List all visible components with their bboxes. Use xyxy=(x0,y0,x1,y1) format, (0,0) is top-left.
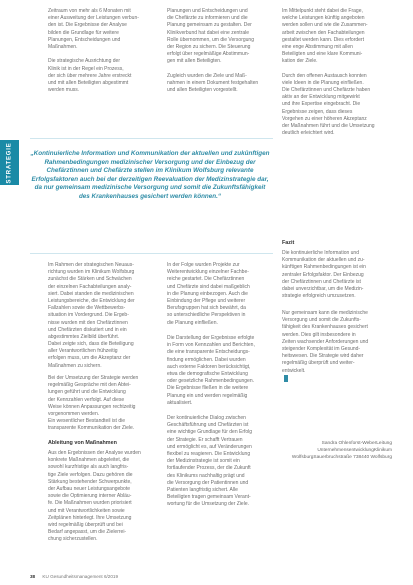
col2-para-b-line: die eine transparente Entscheidungs- xyxy=(167,349,250,356)
col1-top-line: einer Ausweitung der Leistungen verbun- xyxy=(48,15,139,22)
col3-fazit-a xyxy=(282,250,387,300)
col1-para-a-line: nisse wurden mit den Chefärztinnen xyxy=(48,319,128,326)
col3-top-line: kation der Ziele. xyxy=(282,58,318,65)
col2-para-c-line: der Strategie. Er schafft Vertrauen xyxy=(167,436,243,443)
col1-para-a-line: erfolgen muss, um die Akzeptanz der xyxy=(48,355,131,362)
author-affiliation-line: Sauerbruchstraße 7 xyxy=(313,455,356,460)
col2-para-b-line: Planung ein und werden regelmäßig xyxy=(167,392,248,399)
col1-top-line: bilden die Grundlage für weitere xyxy=(48,29,119,36)
col3-fazit-b-line: fähigkeit des Krankenhauses gesichert xyxy=(282,324,368,331)
col3-fazit-a-line: der Chefärztinnen und Chefärzte ist xyxy=(282,278,361,285)
col1-para-b-line: der Kennzahlen verfolgt. Auf diese xyxy=(48,396,125,403)
col1-para-b xyxy=(48,375,155,433)
col2-top-line: gen mit allen Beteiligten. xyxy=(167,58,222,65)
col2-top-line: erfolgt über regelmäßige Abstimmun- xyxy=(167,51,250,58)
col2-para-a-line: In der Folge wurden Projekte zur xyxy=(167,262,240,268)
author-affiliation xyxy=(282,440,392,461)
col3-top xyxy=(282,8,387,137)
col1-para-c-line: Stärkung bestehender Schwerpunkte, xyxy=(48,478,132,485)
col1-para-a-line: situation im Vordergrund. Die Ergeb- xyxy=(48,312,129,319)
col3-fazit-b-line: werden. Dies gilt insbesondere in xyxy=(282,331,356,338)
col1-para-b-line: vorgenommen werden. xyxy=(48,410,100,417)
col2-para-c-line: der Medizinstrategie ist somit ein xyxy=(167,458,240,465)
page-number: 38 xyxy=(30,574,36,579)
col3-fazit-b-line: heitswesen. Die Strategie wird daher xyxy=(282,353,364,360)
col1-para-c-line: Zeitplänen hinterlegt. Ihre Umsetzung xyxy=(48,514,132,521)
col1-para-b-line: transparente Kommunikation der Ziele. xyxy=(48,425,135,432)
section-tab xyxy=(0,140,19,185)
col3-top-line: der Maßnahmen führt und die Umsetzung xyxy=(282,123,375,129)
col1-top-line: den ist. Die Ergebnisse der Analyse xyxy=(48,22,127,29)
col3-fazit-b-line: Versorgung und somit die Zukunfts- xyxy=(282,317,361,324)
col1-para-b-line: regelmäßig Gespräche mit den Abtei- xyxy=(48,382,131,389)
section-label: STRATEGIE xyxy=(6,141,13,184)
col1-para-b-line: Ein wesentlicher Bestandteil ist die xyxy=(48,418,125,425)
col3-top-line: Vorgehen zu einer höheren Akzeptanz xyxy=(282,115,367,122)
col2-para-b-line: oder gesetzliche Rahmenbedingungen. xyxy=(167,378,255,385)
col1-para-c-line: tige Ziele verfolgen. Dazu gehören die xyxy=(48,471,133,478)
col3-top-line: Beteiligten und eine klare Kommuni- xyxy=(282,51,363,58)
col3-fazit-b-line: Zeiten wachsender Anforderungen und xyxy=(282,338,369,345)
col1-top-line: und mit allen Beteiligten abgestimmt xyxy=(48,79,129,86)
col2-top xyxy=(167,8,271,94)
col3-top-line: Durch den offenen Austausch konnten xyxy=(282,72,367,79)
col1-top-line: werden muss. xyxy=(48,87,80,94)
col3-fazit-b xyxy=(282,310,387,382)
col2-para-c-line: wortung für die Umsetzung der Ziele. xyxy=(167,501,249,508)
author-affiliation-line: Leitung Unternehmensentwicklung xyxy=(317,441,392,453)
col2-para-b-line: etwa die demografische Entwicklung xyxy=(167,370,248,377)
col3-top-line: welche Leistungen künftig angeboten xyxy=(282,15,365,22)
col2-para-c-line: des Klinikums nachhaltig prägt und xyxy=(167,472,245,479)
col1-top xyxy=(48,8,155,94)
col1-para-c-line: sowohl kurzfristige als auch langfris- xyxy=(48,464,129,471)
col3-fazit-b-line: regelmäßig überprüft und weiter- xyxy=(282,360,355,367)
col3-fazit-a-line: künftigen Rahmenbedingungen ist ein xyxy=(282,264,366,271)
col1-para-c xyxy=(48,450,155,543)
col3-fazit-a-line: Die kontinuierliche Information und xyxy=(282,250,359,256)
col1-para-a-line: und Chefärzten diskutiert und in ein xyxy=(48,326,127,333)
quote-rule-top xyxy=(30,138,273,139)
author-affiliation-line: 38440 Wolfsburg xyxy=(355,455,392,460)
journal-name: KU Gesundheitsmanagement 6/2019 xyxy=(42,574,118,579)
col2-para-a-line: Weiterentwicklung einzelner Fachbe- xyxy=(167,269,249,276)
col2-top-line: nahmen in einem Dokument festgehalten xyxy=(167,79,259,86)
col2-para-a-line: so unterschiedliche Perspektiven in xyxy=(167,312,246,319)
col2-para-c-line: Geschäftsführung und Chefärzten ist xyxy=(167,422,249,429)
col1-para-c-line: Aus den Ergebnissen der Analyse wurden xyxy=(48,450,141,456)
col2-para-b-line: aktualisiert. xyxy=(167,399,193,406)
col1-para-a xyxy=(48,262,155,370)
quote-rule-bottom xyxy=(30,253,273,254)
col1-para-a-line: Maßnahmen zu sichern. xyxy=(48,362,102,369)
col2-para-a-line: reiche gestartet. Die Chefärztinnen xyxy=(167,276,245,283)
col1-para-a-line: aller Verantwortlichen frühzeitig xyxy=(48,348,118,355)
col2-para-c-line: Der kontinuierliche Dialog zwischen xyxy=(167,415,246,421)
col1-para-c-line: der Aufbau neuer Leistungsangebote xyxy=(48,485,131,492)
col2-para-c-line: Beteiligten tragen gemeinsam Verant- xyxy=(167,494,251,501)
col1-para-a-line: Im Rahmen der strategischen Neuaus- xyxy=(48,262,134,268)
col1-para-a-line: Dabei zeigte sich, dass die Beteiligung xyxy=(48,341,134,348)
col2-top-line: der Region zu sichern. Die Steuerung xyxy=(167,43,251,50)
col2-para-c-line: die Versorgung der Patientinnen und xyxy=(167,479,249,486)
col2-top-line: Planung gemeinsam zu gestalten. Der xyxy=(167,22,252,29)
col2-para-c-line: Patienten langfristig sichert. Alle xyxy=(167,486,238,493)
col2-para-b-line: Die Darstellung der Ergebnisse erfolgte xyxy=(167,335,255,341)
col3-top-line: und ihre Expertise eingebracht. Die xyxy=(282,101,361,108)
col2-top-line: Zugleich wurden die Ziele und Maß- xyxy=(167,72,247,79)
col1-para-a-line: Fallzahlen sowie die Wettbewerbs- xyxy=(48,305,126,312)
col3-top-line: Im Mittelpunkt steht dabei die Frage, xyxy=(282,8,363,14)
col2-para-c-line: fortlaufender Prozess, der die Zukunft xyxy=(167,465,251,472)
col3-top-line: gestaltet werden kann. Dies erfordert xyxy=(282,36,364,43)
col3-top-line: arbeit zwischen den Fachabteilungen xyxy=(282,29,365,36)
col3-top-line xyxy=(282,66,387,73)
col1-para-a-line: richtung wurden im Klinikum Wolfsburg xyxy=(48,269,135,276)
col2-para-a-line: in die Planung einbezogen. Auch die xyxy=(167,290,248,297)
author-affiliation-line: Sandra Ohlenforst-Weber xyxy=(321,441,377,446)
col1-para-a-line: der einzelnen Fachabteilungen analy- xyxy=(48,283,132,290)
end-mark-icon xyxy=(284,375,288,382)
fazit-heading: Fazit xyxy=(282,240,295,246)
col1-para-b-line: lungen geführt und die Entwicklung xyxy=(48,389,126,396)
col2-para-a-line: Einbindung der Pflege und weiterer xyxy=(167,297,246,304)
col1-para-a-line: siert. Dabei standen die medizinischen xyxy=(48,290,134,297)
col3-fazit-a-line: Kommunikation der aktuellen und zu- xyxy=(282,257,365,264)
col2-para-b-line: Die Ergebnisse fließen in die weitere xyxy=(167,385,249,392)
col3-top-line: werden sollen und wie die Zusammen- xyxy=(282,22,368,29)
col3-fazit-a-line: strategie erfolgreich umzusetzen. xyxy=(282,293,356,300)
col1-para-b-line: Weise können Anpassungen rechtzeitig xyxy=(48,403,136,410)
col1-para-c-line: chung sicherzustellen. xyxy=(48,536,98,543)
col3-top-line: deutlich erleichtert wird. xyxy=(282,130,335,137)
col2-top-line: Klinikverbund hat dabei eine zentrale xyxy=(167,29,249,36)
col1-para-a-line: zunächst die Stärken und Schwächen xyxy=(48,276,132,283)
col2-para-a xyxy=(167,262,271,327)
col3-fazit-a-line: dabei unverzichtbar, um die Medizin- xyxy=(282,285,364,292)
col2-top-line xyxy=(167,66,271,73)
col2-para-a-line: die Planung einfließen. xyxy=(167,319,218,326)
col1-para-a-line: abgestimmtes Zielbild überführt. xyxy=(48,333,120,340)
col1-para-c-line: fe. Die Maßnahmen wurden priorisiert xyxy=(48,500,132,507)
col2-para-b-line: findung ermöglichen. Dabei wurden xyxy=(167,356,246,363)
col1-para-c-line: konkrete Maßnahmen abgeleitet, die xyxy=(48,457,130,464)
col1-top-line: Klinik ist in der Regel ein Prozess, xyxy=(48,65,124,72)
col3-top-line: viele Ideen in die Planung einfließen. xyxy=(282,79,364,86)
col2-top-line: Rolle übernommen, um die Versorgung xyxy=(167,36,254,43)
col2-top-line: die Chefärzte zu informieren und die xyxy=(167,15,248,22)
col3-fazit-b-line: entwickelt. xyxy=(282,367,306,374)
col2-para-c xyxy=(167,415,271,508)
col1-para-c-line: und mit Verantwortlichkeiten sowie xyxy=(48,507,125,514)
col1-top-line: Zeitraum von mehr als 6 Monaten mit xyxy=(48,8,131,14)
col3-top-line: eine enge Abstimmung mit allen xyxy=(282,43,353,50)
col1-para-c-line: wird regelmäßig überprüft und bei xyxy=(48,521,123,528)
col2-para-b-line: in Form von Kennzahlen und Berichten, xyxy=(167,342,255,349)
col3-fazit-b-line: Nur gemeinsam kann die medizinische xyxy=(282,310,368,316)
col2-para-b-line: auch externe Faktoren berücksichtigt, xyxy=(167,363,251,370)
col1-top-line: der sich über mehrere Jahre erstreckt xyxy=(48,72,132,79)
col2-para-a-line: Berufsgruppen hat sich bewährt, da xyxy=(167,305,246,312)
col1-para-c-line: sowie die Optimierung interner Abläu- xyxy=(48,493,132,500)
col3-top-line: Ergebnisse zeigen, dass dieses xyxy=(282,108,353,115)
col2-para-a-line: und Chefärzte sind dabei maßgeblich xyxy=(167,283,250,290)
page-footer xyxy=(30,574,118,579)
col2-para-b xyxy=(167,335,271,407)
col1-top-line: Planungen, Entscheidungen und xyxy=(48,36,121,43)
col3-fazit-b-line: steigender Komplexität im Gesund- xyxy=(282,345,361,352)
col2-top-line: Planungen und Entscheidungen und xyxy=(167,8,248,14)
author-affiliation-line: Klinikum Wolfsburg xyxy=(291,448,392,460)
col2-para-c-line: und ermöglicht es, auf Veränderungen xyxy=(167,443,252,450)
col1-para-c-line: Bedarf angepasst, um die Zielerrei- xyxy=(48,529,127,536)
col3-fazit-a-line: zentraler Erfolgsfaktor. Der Einbezug xyxy=(282,271,364,278)
pull-quote: „Kontinuierliche Information und Kommunikation der aktuellen und zukünftigen Rahmenbedingungen medizinischer Versorgung und der Einbezug der Chefärztinnen und Chefärzte stellen im Klinikum Wolfsburg relevante Erfolgsfaktoren auch bei der derzeitigen Reevaluation der Medizinstrategie dar, da nur gemeinsam medizinische Versorgung und somit die Zukunftsfähigkeit des Krankenhauses gesichert werden können.“ xyxy=(30,150,270,200)
col1-top-line: Die strategische Ausrichtung der xyxy=(48,58,120,65)
col1-top-line xyxy=(48,51,155,58)
col2-top-line: und allen Beteiligten vorgestellt. xyxy=(167,87,238,94)
col2-para-c-line: flexibel zu reagieren. Die Entwicklung xyxy=(167,450,251,457)
col3-top-line: Die Chefärztinnen und Chefärzte haben xyxy=(282,87,371,94)
col2-para-c-line: eine wichtige Grundlage für den Erfolg xyxy=(167,429,253,436)
col1-para-a-line: Leistungsbereiche, die Entwicklung der xyxy=(48,297,135,304)
col1-top-line: Maßnahmen. xyxy=(48,43,78,50)
section-heading: Ableitung von Maßnahmen xyxy=(48,440,117,446)
col1-para-b-line: Bei der Umsetzung der Strategie werden xyxy=(48,375,139,381)
col3-top-line: aktiv an der Entwicklung mitgewirkt xyxy=(282,94,360,101)
sidebar xyxy=(0,0,22,585)
